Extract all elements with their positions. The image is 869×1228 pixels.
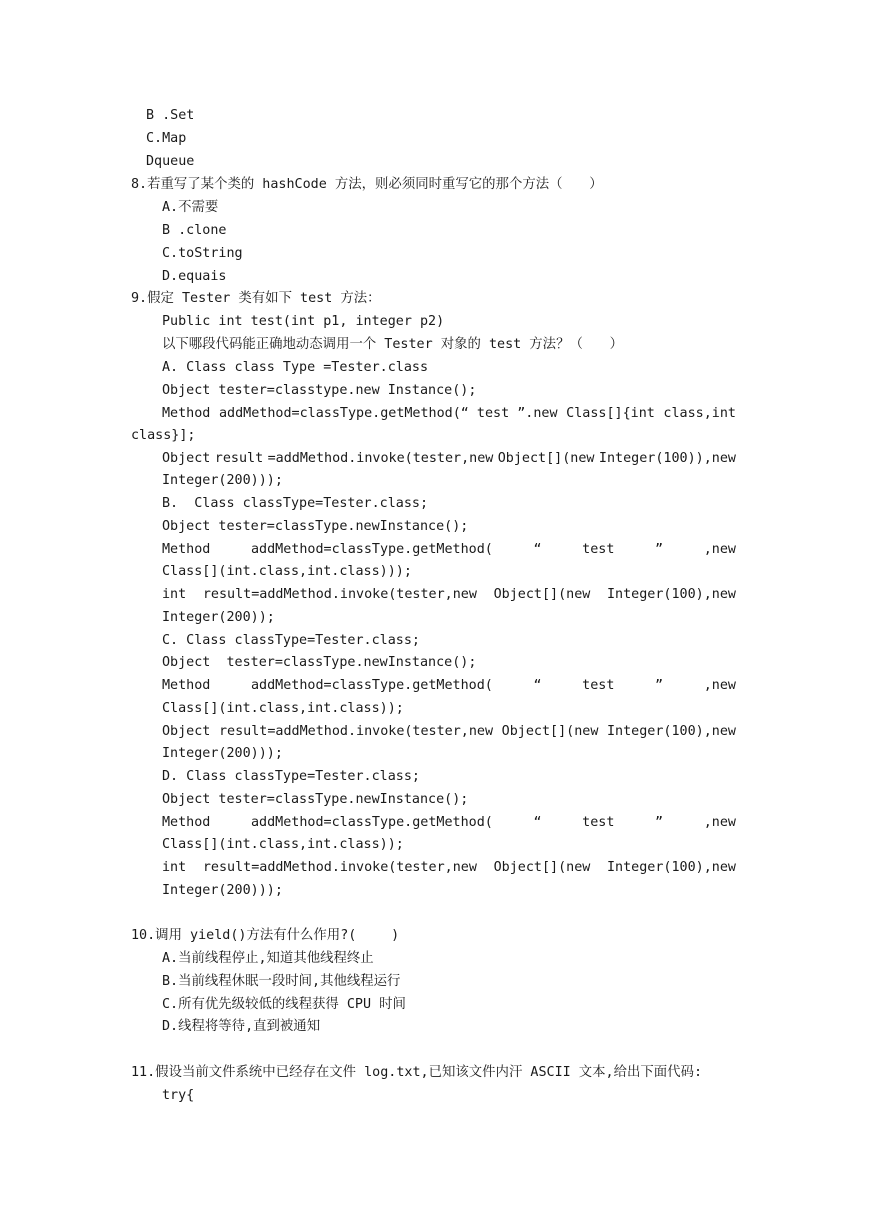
q9-stem: 9.假定 Tester 类有如下 test 方法： (131, 291, 381, 306)
token: Method (162, 678, 211, 693)
token: Method (162, 542, 211, 557)
token: Method (162, 815, 211, 830)
token: Object (162, 451, 211, 466)
q10-stem: 10.调用 yield()方法有什么作用?( ) (131, 928, 400, 943)
q9-d-line3 (162, 814, 736, 832)
q9-d-line2: Object tester=classType.newInstance(); (162, 792, 469, 807)
q9-b-line4: Class[](int.class,int.class))); (162, 564, 412, 579)
q7-option-b: B .Set (146, 108, 195, 123)
q10-option-a: A.当前线程停止,知道其他线程终止 (162, 951, 374, 966)
token: Integer(100),new (606, 587, 736, 602)
q8-stem: 8.若重写了某个类的 hashCode 方法，则必须同时重写它的那个方法（ ） (131, 177, 603, 192)
q9-a-line3 (162, 405, 736, 423)
token: addMethod=classType.getMethod( (251, 678, 493, 693)
token: result=addMethod.invoke(tester,new (218, 724, 494, 739)
q9-a-line4: class}]; (131, 428, 196, 443)
token: Integer(100)),new (598, 451, 736, 466)
q9-c-line3 (162, 677, 736, 695)
q9-b-line3 (162, 541, 736, 559)
token: result=addMethod.invoke(tester,new (202, 860, 477, 875)
q9-b-line5 (162, 586, 736, 604)
q8-option-c: C.toString (162, 246, 243, 261)
q9-d-line4: Class[](int.class,int.class)); (162, 837, 404, 852)
token: addMethod=classType.getMethod( (251, 815, 493, 830)
q9-a-line1: A. Class class Type =Tester.class (162, 360, 429, 375)
q9-c-line4: Class[](int.class,int.class)); (162, 701, 404, 716)
token: int (162, 587, 187, 602)
token: ,new (703, 542, 736, 557)
token: “ (533, 815, 542, 830)
q9-a-line5 (162, 450, 736, 468)
token: =addMethod.invoke(tester,new (267, 451, 494, 466)
token: ” (655, 542, 664, 557)
q9-d-line5 (162, 859, 736, 877)
q9-b-line6: Integer(200)); (162, 610, 275, 625)
q10-option-b: B.当前线程休眠一段时间,其他线程运行 (162, 974, 401, 989)
q7-option-d: Dqueue (146, 154, 195, 169)
q9-c-line2: Object tester=classType.newInstance(); (162, 655, 477, 670)
token: result (214, 451, 264, 466)
q11-stem: 11.假设当前文件系统中已经存在文件 log.txt,已知该文件内汗 ASCII 文本,给出下面代码: (131, 1065, 703, 1080)
token: addMethod=classType.getMethod(“ test ”.new (218, 406, 558, 421)
q9-d-line1: D. Class classType=Tester.class; (162, 769, 420, 784)
token: Object (162, 724, 211, 739)
q8-option-d: D.equais (162, 269, 227, 284)
token: test (582, 542, 615, 557)
token: class,int (663, 406, 736, 421)
q9-d-line6: Integer(200))); (162, 883, 283, 898)
q9-question: 以下哪段代码能正确地动态调用一个 Tester 对象的 test 方法？（ ） (162, 337, 624, 352)
token: Integer(100),new (606, 860, 736, 875)
q10-option-d: D.线程将等待,直到被通知 (162, 1019, 321, 1034)
token: addMethod=classType.getMethod( (251, 542, 493, 557)
q8-option-a: A.不需要 (162, 200, 219, 215)
token: ” (655, 678, 664, 693)
token: test (582, 815, 615, 830)
token: Object[](new (501, 724, 599, 739)
token: ,new (703, 815, 736, 830)
token: Object[](new (497, 451, 595, 466)
token: “ (533, 678, 542, 693)
token: Integer(100),new (606, 724, 736, 739)
q7-option-c: C.Map (146, 131, 187, 146)
q9-a-line2: Object tester=classtype.new Instance(); (162, 383, 477, 398)
q9-signature: Public int test(int p1, integer p2) (162, 314, 445, 329)
token: Class[]{int (566, 406, 655, 421)
q9-b-line1: B. Class classType=Tester.class; (162, 496, 429, 511)
q9-b-line2: Object tester=classType.newInstance(); (162, 519, 469, 534)
token: “ (533, 542, 542, 557)
token: int (162, 860, 187, 875)
token: Method (162, 406, 211, 421)
token: Object[](new (493, 860, 591, 875)
q9-c-line5 (162, 723, 736, 741)
token: result=addMethod.invoke(tester,new (202, 587, 477, 602)
token: Object[](new (493, 587, 591, 602)
token: ,new (703, 678, 736, 693)
q9-c-line1: C. Class classType=Tester.class; (162, 633, 420, 648)
token: test (582, 678, 615, 693)
q11-code-line1: try{ (162, 1088, 195, 1103)
token: ” (655, 815, 664, 830)
q9-a-line6: Integer(200))); (162, 473, 283, 488)
q9-c-line6: Integer(200))); (162, 746, 283, 761)
q10-option-c: C.所有优先级较低的线程获得 CPU 时间 (162, 997, 406, 1012)
q8-option-b: B .clone (162, 223, 227, 238)
